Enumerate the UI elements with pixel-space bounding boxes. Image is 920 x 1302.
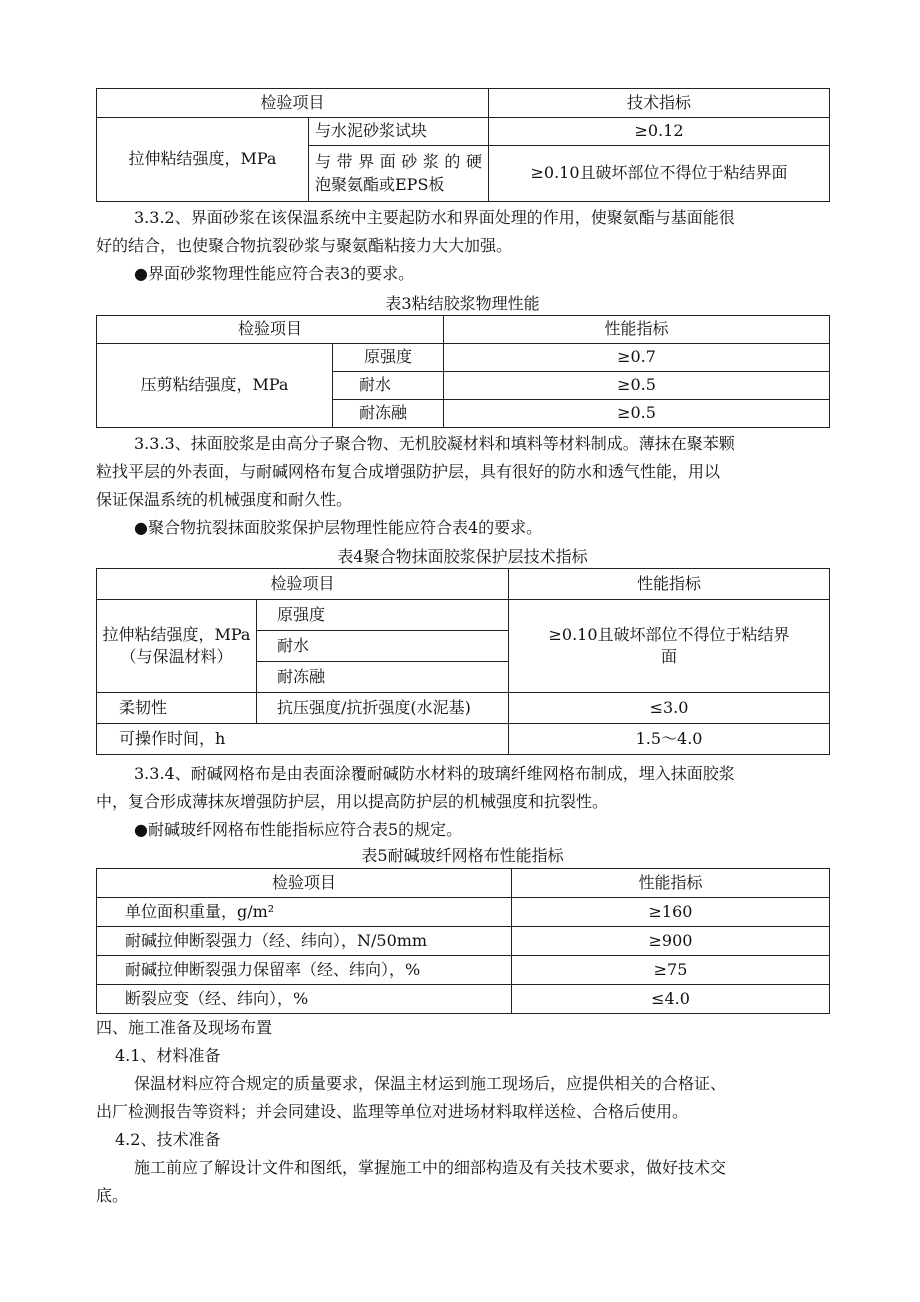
table3-header-item: 检验项目 — [97, 316, 444, 344]
table-4 — [96, 568, 830, 755]
table5-value: ≥900 — [512, 927, 830, 956]
table4-time-value: 1.5～4.0 — [509, 724, 830, 755]
table2-sub1: 与水泥砂浆试块 — [309, 118, 489, 146]
table2-header-item: 检验项目 — [97, 89, 489, 118]
table5-header-item: 检验项目 — [97, 869, 512, 898]
table4-caption: 表4聚合物抹面胶浆保护层技术指标 — [337, 547, 588, 566]
table3-val1: ≥0.7 — [444, 344, 830, 372]
table-row — [97, 956, 830, 985]
section42-line2: 底。 — [96, 1186, 129, 1205]
table5-caption: 表5耐碱玻纤网格布性能指标 — [361, 846, 564, 865]
table4-flex-label: 柔韧性 — [97, 693, 257, 724]
section41-title: 4.1、材料准备 — [115, 1046, 221, 1065]
section41-line1: 保温材料应符合规定的质量要求，保温主材运到施工现场后，应提供相关的合格证、 — [134, 1074, 727, 1093]
section4-title: 四、施工准备及现场布置 — [96, 1018, 273, 1037]
table2-val2: ≥0.10且破坏部位不得位于粘结界面 — [489, 146, 830, 202]
table2-sub2-line1: 与带界面砂浆的硬 — [315, 152, 483, 172]
table4-sub1: 原强度 — [257, 600, 509, 631]
table5-value: ≥160 — [512, 898, 830, 927]
table5-item: 耐碱拉伸断裂强力（经、纬向），N/50mm — [97, 927, 512, 956]
table4-row-label-line1: 拉伸粘结强度，MPa — [102, 624, 251, 644]
table3-sub3: 耐冻融 — [333, 400, 444, 428]
table2-sub2-line2: 泡聚氨酯或EPS板 — [315, 174, 445, 194]
table5-value: ≥75 — [512, 956, 830, 985]
table5-item: 耐碱拉伸断裂强力保留率（经、纬向），% — [97, 956, 512, 985]
table4-time-label: 可操作时间，h — [97, 724, 509, 755]
para-333-line1: 3.3.3、抹面胶浆是由高分子聚合物、无机胶凝材料和填料等材料制成。薄抹在聚苯颗 — [134, 434, 735, 453]
table4-bond-value — [509, 600, 830, 693]
table4-flex-sub: 抗压强度/抗折强度(水泥基) — [257, 693, 509, 724]
table5-item: 单位面积重量，g/m² — [97, 898, 512, 927]
section41-line2: 出厂检测报告等资料；并会同建设、监理等单位对进场材料取样送检、合格后使用。 — [96, 1102, 689, 1121]
table4-sub2: 耐水 — [257, 631, 509, 662]
table4-row-label-line2: （与保温材料） — [120, 647, 233, 666]
table4-sub3: 耐冻融 — [257, 662, 509, 693]
table2-row-label: 拉伸粘结强度，MPa — [97, 118, 309, 202]
bullet-table4: ●聚合物抗裂抹面胶浆保护层物理性能应符合表4的要求。 — [134, 518, 543, 537]
section42-line1: 施工前应了解设计文件和图纸，掌握施工中的细部构造及有关技术要求，做好技术交 — [134, 1158, 727, 1177]
table3-header-index: 性能指标 — [444, 316, 830, 344]
table-row — [97, 898, 830, 927]
table2-val1: ≥0.12 — [489, 118, 830, 146]
table5-item: 断裂应变（经、纬向），% — [97, 985, 512, 1014]
table4-row-label — [97, 600, 257, 693]
table5-header-index: 性能指标 — [512, 869, 830, 898]
para-332-line1: 3.3.2、界面砂浆在该保温系统中主要起防水和界面处理的作用，使聚氨酯与基面能很 — [134, 208, 735, 227]
para-333-line2: 粒找平层的外表面，与耐碱网格布复合成增强防护层，具有很好的防水和透气性能，用以 — [96, 462, 721, 481]
table4-bond-value-line1: ≥0.10且破坏部位不得位于粘结界 — [548, 624, 790, 644]
table3-caption: 表3粘结胶浆物理性能 — [385, 294, 540, 313]
table2-sub2 — [309, 146, 489, 202]
table4-flex-value: ≤3.0 — [509, 693, 830, 724]
table3-val2: ≥0.5 — [444, 372, 830, 400]
table4-header-index: 性能指标 — [509, 569, 830, 600]
table-2 — [96, 88, 830, 202]
table3-sub1: 原强度 — [333, 344, 444, 372]
table4-header-item: 检验项目 — [97, 569, 509, 600]
section42-title: 4.2、技术准备 — [115, 1130, 221, 1149]
para-334-line2: 中，复合形成薄抹灰增强防护层，用以提高防护层的机械强度和抗裂性。 — [96, 792, 609, 811]
table-row — [97, 985, 830, 1014]
table-row — [97, 927, 830, 956]
table4-bond-value-line2: 面 — [661, 647, 678, 666]
bullet-table3: ●界面砂浆物理性能应符合表3的要求。 — [134, 264, 415, 283]
table-3 — [96, 315, 830, 428]
table3-row-label: 压剪粘结强度，MPa — [97, 344, 333, 428]
para-334-line1: 3.3.4、耐碱网格布是由表面涂覆耐碱防水材料的玻璃纤维网格布制成，埋入抹面胶浆 — [134, 764, 735, 783]
bullet-table5: ●耐碱玻纤网格布性能指标应符合表5的规定。 — [134, 820, 463, 839]
table5-value: ≤4.0 — [512, 985, 830, 1014]
table-5 — [96, 868, 830, 1014]
table3-val3: ≥0.5 — [444, 400, 830, 428]
table2-header-index: 技术指标 — [489, 89, 830, 118]
para-333-line3: 保证保温系统的机械强度和耐久性。 — [96, 490, 353, 509]
table3-sub2: 耐水 — [333, 372, 444, 400]
para-332-line2: 好的结合，也使聚合物抗裂砂浆与聚氨酯粘接力大大加强。 — [96, 236, 513, 255]
